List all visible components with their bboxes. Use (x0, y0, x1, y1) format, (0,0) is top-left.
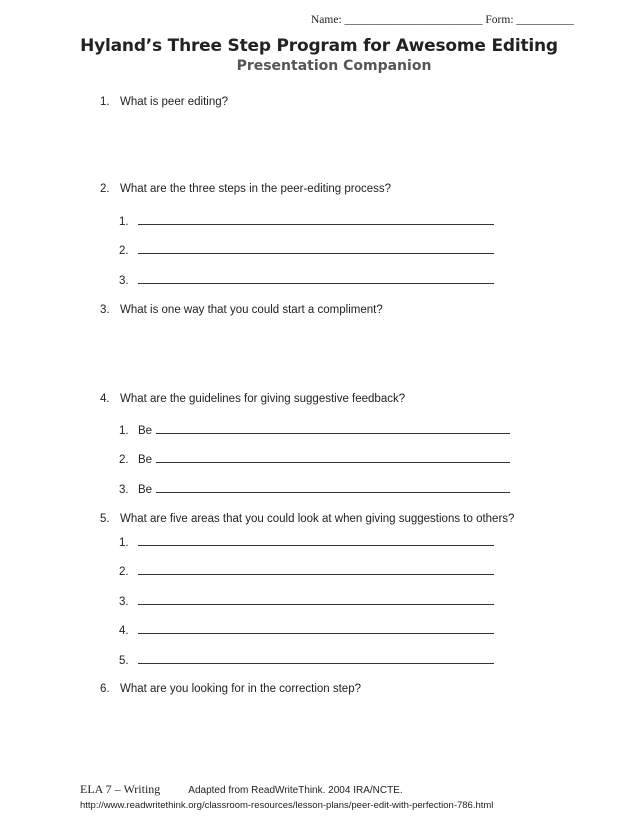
answer-blank[interactable] (156, 483, 510, 493)
answer-line-5-4[interactable] (119, 624, 494, 637)
item-number: 1. (119, 425, 129, 437)
item-number: 5. (119, 655, 129, 667)
question-1 (100, 96, 228, 108)
item-prefix: Be (138, 425, 153, 437)
item-number: 2. (119, 566, 129, 578)
question-number: 3. (100, 304, 110, 316)
name-label: Name: (311, 14, 342, 26)
answer-line-2-3[interactable] (119, 274, 494, 287)
item-number: 4. (119, 625, 129, 637)
answer-blank[interactable] (138, 654, 494, 664)
credit-text: Adapted from ReadWriteThink. 2004 IRA/NCTE. (188, 785, 403, 796)
question-text: What is peer editing? (120, 96, 229, 108)
item-number: 1. (119, 537, 129, 549)
answer-line-5-1[interactable] (119, 536, 494, 549)
answer-blank[interactable] (138, 624, 494, 634)
answer-blank[interactable] (138, 536, 494, 546)
question-number: 4. (100, 393, 110, 405)
answer-blank[interactable] (138, 565, 494, 575)
answer-line-2-2[interactable] (119, 244, 494, 257)
question-3 (100, 304, 383, 316)
answer-blank[interactable] (138, 215, 494, 225)
item-number: 3. (119, 596, 129, 608)
question-6 (100, 683, 361, 695)
worksheet-title: Hyland’s Three Step Program for Awesome Editing (80, 36, 558, 56)
question-text: What are five areas that you could look at when giving suggestions to others? (120, 513, 515, 525)
answer-blank[interactable] (156, 453, 510, 463)
item-number: 3. (119, 275, 129, 287)
question-4 (100, 393, 405, 405)
answer-blank[interactable] (156, 424, 510, 434)
course-label: ELA 7 – Writing (80, 782, 161, 796)
question-2 (100, 183, 391, 195)
form-label: Form: (485, 14, 514, 26)
answer-line-5-3[interactable] (119, 595, 494, 608)
question-number: 6. (100, 683, 110, 695)
question-text: What are the guidelines for giving suggestive feedback? (120, 393, 406, 405)
answer-line-5-2[interactable] (119, 565, 494, 578)
answer-line-4-2[interactable] (119, 453, 510, 466)
worksheet-subtitle: Presentation Companion (236, 58, 432, 74)
answer-blank[interactable] (138, 274, 494, 284)
name-blank[interactable]: ________________________ (344, 14, 483, 26)
answer-line-4-3[interactable] (119, 483, 510, 496)
question-number: 5. (100, 513, 110, 525)
answer-blank[interactable] (138, 244, 494, 254)
answer-line-2-1[interactable] (119, 215, 494, 228)
question-number: 1. (100, 96, 110, 108)
question-5 (100, 513, 514, 525)
item-number: 2. (119, 245, 129, 257)
source-url: http://www.readwritethink.org/classroom-resources/lesson-plans/peer-edit-with-perfection-786.html (80, 800, 494, 811)
question-text: What is one way that you could start a compliment? (120, 304, 383, 316)
item-number: 2. (119, 454, 129, 466)
question-number: 2. (100, 183, 110, 195)
question-text: What are the three steps in the peer-editing process? (120, 183, 392, 195)
item-prefix: Be (138, 484, 153, 496)
answer-line-4-1[interactable] (119, 424, 510, 437)
item-number: 3. (119, 484, 129, 496)
question-text: What are you looking for in the correction step? (120, 683, 361, 695)
item-number: 1. (119, 216, 129, 228)
name-form-line (311, 14, 574, 26)
item-prefix: Be (138, 454, 153, 466)
answer-line-5-5[interactable] (119, 654, 494, 667)
footer (80, 782, 403, 797)
answer-blank[interactable] (138, 595, 494, 605)
form-blank[interactable]: __________ (516, 14, 574, 26)
